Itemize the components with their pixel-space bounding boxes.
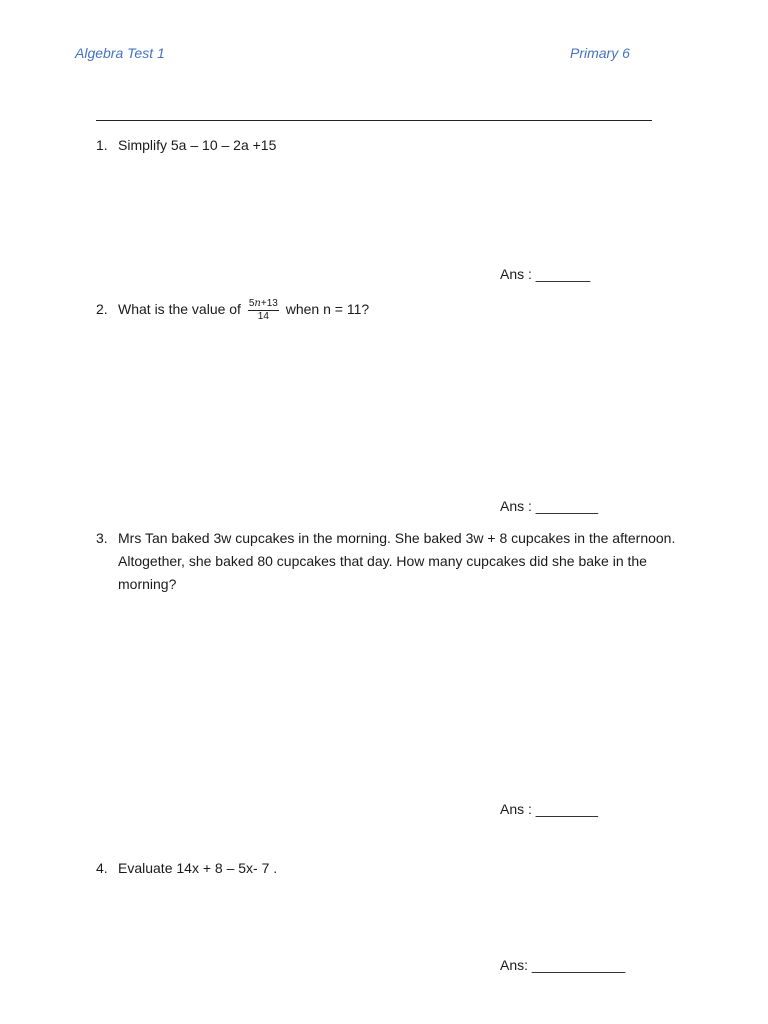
- question-text: [118, 298, 696, 323]
- question-text: Evaluate 14x + 8 – 5x- 7 .: [118, 860, 278, 876]
- answer-line-2[interactable]: Ans : ________: [500, 498, 599, 514]
- question-number: 4.: [96, 860, 108, 876]
- question-3: [96, 527, 696, 596]
- question-4: [96, 857, 696, 880]
- answer-line-4[interactable]: Ans: ____________: [500, 957, 626, 973]
- test-title: Algebra Test 1: [75, 45, 165, 61]
- fraction-numerator: 5n+13: [248, 298, 278, 309]
- answer-line-1[interactable]: Ans : _______: [500, 266, 591, 282]
- question-text: Simplify 5a – 10 – 2a +15: [118, 137, 277, 153]
- question-suffix: when n = 11?: [285, 301, 370, 318]
- question-2: [96, 298, 696, 323]
- fraction: [248, 298, 279, 323]
- question-text: Mrs Tan baked 3w cupcakes in the morning. She baked 3w + 8 cupcakes in the afternoon. Altogether, she baked 80 cupcakes that day. How many cupcakes did she bake in the morning?: [118, 530, 676, 592]
- question-number: 2.: [96, 301, 108, 317]
- question-prefix: What is the value of: [118, 301, 241, 318]
- grade-level: Primary 6: [570, 45, 630, 61]
- answer-line-3[interactable]: Ans : ________: [500, 801, 599, 817]
- question-number: 3.: [96, 530, 108, 546]
- fraction-denominator: 14: [257, 311, 269, 322]
- question-1: [96, 134, 696, 157]
- question-number: 1.: [96, 137, 108, 153]
- header-divider: [96, 120, 652, 121]
